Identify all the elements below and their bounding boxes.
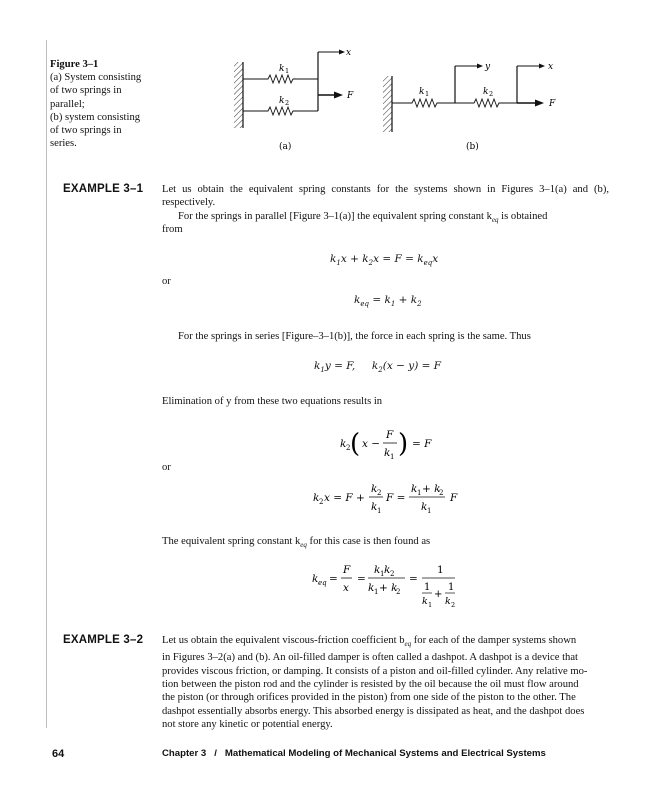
label-sub: 2 [285,99,290,107]
parallel-intro-tail: is obtained [498,211,548,222]
elimination-text: Elimination of y from these two equations results in [162,396,383,407]
svg-text:1: 1 [380,570,385,578]
wall-hatch [383,76,392,132]
svg-text:k: k [312,573,319,585]
svg-text:=: = [409,573,418,585]
example-3-2-text [162,634,609,731]
equation-parallel-sum: $k_1x + k_2x = F = k_{eq}x$ [330,253,439,268]
svg-text:2: 2 [390,570,395,578]
parallel-intro [162,210,609,227]
equation-elimination [340,424,460,468]
svg-text:2: 2 [439,489,444,497]
label-F: F [549,99,556,109]
spring-k2 [243,107,318,115]
example-3-2-label: EXAMPLE 3–2 [63,634,144,646]
text-line [162,634,609,651]
svg-text:F =: F = [386,492,406,504]
svg-text:=: = [357,573,366,585]
svg-text:k: k [411,483,418,495]
svg-text:1: 1 [424,582,431,593]
svg-text:1: 1 [448,582,455,593]
svg-text:k: k [445,596,451,607]
svg-text:k: k [374,564,381,576]
intro-text: Let us obtain the equivalent spring constants for the systems shown in Figures 3–1(a) and (b), respectively. [162,184,609,209]
sub-eq: eq [404,640,412,649]
svg-text:k: k [313,492,320,504]
svg-text:=: = [329,573,338,585]
svg-text:+ k: + k [379,582,398,594]
figure-3-1a-diagram [0,0,653,160]
label-x: x [346,48,352,58]
text-line: dashpot essentially absorbs energy. This absorbed energy is dissipated as heat, and the dashpot does [162,705,585,717]
text-line: tion between the piston rod and the cylinder is resisted by the oil because the oil must flow around [162,679,579,690]
equation-series-combined [313,481,493,521]
equation-keq-parallel: $k_{eq} = k_1 + k_2$ [354,294,422,309]
figure-number: Figure 3–1 [50,59,99,70]
svg-text:2: 2 [319,498,324,506]
svg-text:1: 1 [428,601,433,609]
spring-k2 [455,99,517,107]
label-y: y [485,62,491,72]
or-word-1: or [162,276,171,287]
svg-text:k: k [371,501,378,513]
svg-text:x: x [343,582,349,594]
svg-text:(: ( [350,429,361,459]
sub-eq: eq [491,216,499,225]
caption-line: (a) System consisting [50,72,142,84]
label-x: x [548,62,554,72]
caption-line: of two springs in [50,125,122,137]
svg-text:2: 2 [377,489,382,497]
equation-keq-series [312,562,482,612]
svg-text:F: F [343,564,351,576]
svg-text:k: k [421,501,428,513]
svg-text:): ) [398,429,409,459]
caption-line: parallel; [50,98,85,110]
running-footer: Chapter 3 / Mathematical Modeling of Mechanical Systems and Electrical Systems [162,748,546,759]
svg-text:F: F [386,429,394,441]
equation-series-forces: $k_1y = F$, $k_2(x - y) = F$ [314,360,442,375]
svg-text:1: 1 [374,588,379,596]
svg-text:1: 1 [437,564,444,576]
text-line: not store any kinetic or potential energy. [162,718,333,730]
svg-text:2: 2 [396,588,401,596]
svg-text:eq: eq [318,579,327,587]
text-line: the piston (or through orifices provided in the piston) from one side of the piston to the other. The [162,692,576,704]
svg-text:k: k [368,582,375,594]
svg-text:k: k [422,596,428,607]
svg-text:+ k: + k [422,483,441,495]
caption-line: series. [50,138,77,150]
caption-line: of two springs in [50,85,122,97]
label-k: k [483,87,489,97]
svg-text:2: 2 [346,444,351,452]
sub-eq: eq [300,541,307,550]
svg-text:x = F +: x = F + [324,492,365,504]
label-k: k [419,87,425,97]
label-k: k [279,64,285,74]
parallel-intro-text: For the springs in parallel [Figure 3–1(a)] the equivalent spring constant k [178,211,492,222]
text-line: in Figures 3–2(a) and (b). An oil-filled damper is often called a dashpot. A dashpot is a device that [162,652,578,664]
example-3-1-intro [162,183,609,210]
svg-text:k: k [384,447,391,459]
page-number: 64 [52,748,65,760]
svg-text:= F: = F [412,438,432,450]
line-start: Let us obtain the equivalent viscous-friction coefficient b [162,635,405,646]
svg-text:k: k [371,483,378,495]
caption-line: (b) system consisting [50,111,141,123]
final-intro-text: The equivalent spring constant k [162,536,301,547]
or-word-2: or [162,462,171,473]
subfig-a-label: (a) [279,142,292,152]
svg-text:k: k [384,564,391,576]
label-sub: 1 [425,90,430,98]
svg-text:x −: x − [362,438,381,450]
final-intro-tail: for this case is then found as [306,536,431,547]
svg-text:2: 2 [451,601,456,609]
wall-hatch [234,62,243,128]
final-intro [162,535,609,552]
line-tail: for each of the damper systems shown [411,635,577,646]
svg-text:F: F [450,492,458,504]
svg-text:1: 1 [390,453,395,461]
svg-text:k: k [340,438,347,450]
svg-text:+: + [434,589,443,600]
text-line: provides viscous friction, or damping. It consists of a piston and oil-filled cylinder. Any relative mo- [162,665,588,677]
svg-text:1: 1 [417,489,422,497]
label-sub: 2 [489,90,494,98]
example-3-1-label: EXAMPLE 3–1 [63,183,144,195]
spring-k1 [243,75,318,83]
from-word: from [162,224,183,235]
label-F: F [347,91,354,101]
subfig-b-label: (b) [466,142,479,152]
label-sub: 1 [285,67,290,75]
svg-text:1: 1 [427,507,432,515]
svg-text:1: 1 [377,507,382,515]
spring-k1 [392,99,455,107]
label-k: k [279,96,285,106]
series-intro: For the springs in series [Figure–3–1(b)], the force in each spring is the same. Thus [178,331,531,342]
